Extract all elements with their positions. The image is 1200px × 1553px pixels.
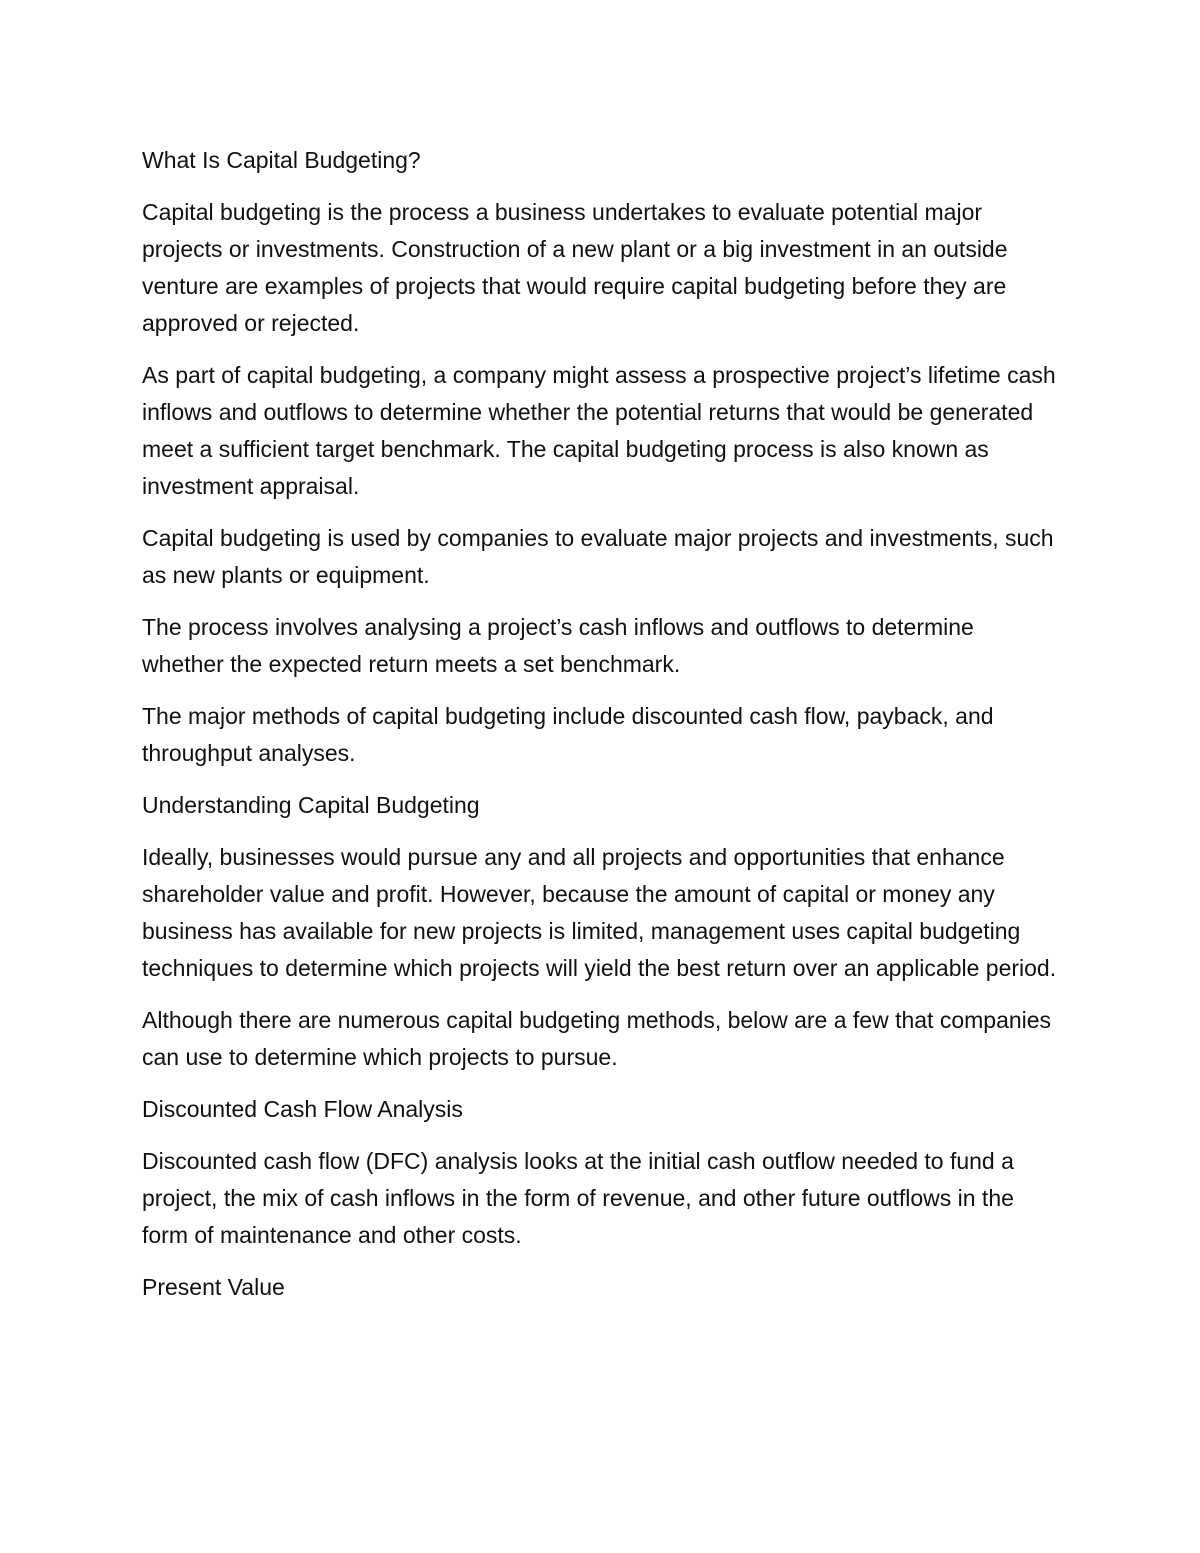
paragraph-ideally: Ideally, businesses would pursue any and all projects and opportunities that enhance shareholder value and profit. However, because the amount of capital or money any business has available for new projects is limited, management uses capital budgeting techniques to determine which projects will yield the best return over an applicable period. — [142, 844, 1057, 981]
paragraph-assessment: As part of capital budgeting, a company might assess a prospective project’s lifetime cash inflows and outflows to determine whether the potential returns that would be generated meet a sufficient target benchmark. The capital budgeting process is also known as investment appraisal. — [142, 362, 1056, 499]
paragraph-process: The process involves analysing a project’s cash inflows and outflows to determine whether the expected return meets a set benchmark. — [142, 614, 974, 677]
heading-discounted-cash-flow: Discounted Cash Flow Analysis — [142, 1096, 463, 1122]
paragraph-definition: Capital budgeting is the process a business undertakes to evaluate potential major projects or investments. Construction of a new plant or a big investment in an outside venture are examples of projects that would require capital budgeting before they are approved or rejected. — [142, 199, 1008, 336]
heading-present-value: Present Value — [142, 1274, 285, 1300]
heading-what-is-capital-budgeting: What Is Capital Budgeting? — [142, 147, 421, 173]
heading-understanding-capital-budgeting: Understanding Capital Budgeting — [142, 792, 480, 818]
paragraph-dcf: Discounted cash flow (DFC) analysis looks at the initial cash outflow needed to fund a project, the mix of cash inflows in the form of revenue, and other future outflows in the form of maintenance and other costs. — [142, 1148, 1014, 1248]
paragraph-usage: Capital budgeting is used by companies to evaluate major projects and investments, such as new plants or equipment. — [142, 525, 1054, 588]
paragraph-numerous-methods: Although there are numerous capital budgeting methods, below are a few that companies can use to determine which projects to pursue. — [142, 1007, 1052, 1070]
document-body — [142, 142, 1062, 1321]
paragraph-methods: The major methods of capital budgeting include discounted cash flow, payback, and throughput analyses. — [142, 703, 994, 766]
